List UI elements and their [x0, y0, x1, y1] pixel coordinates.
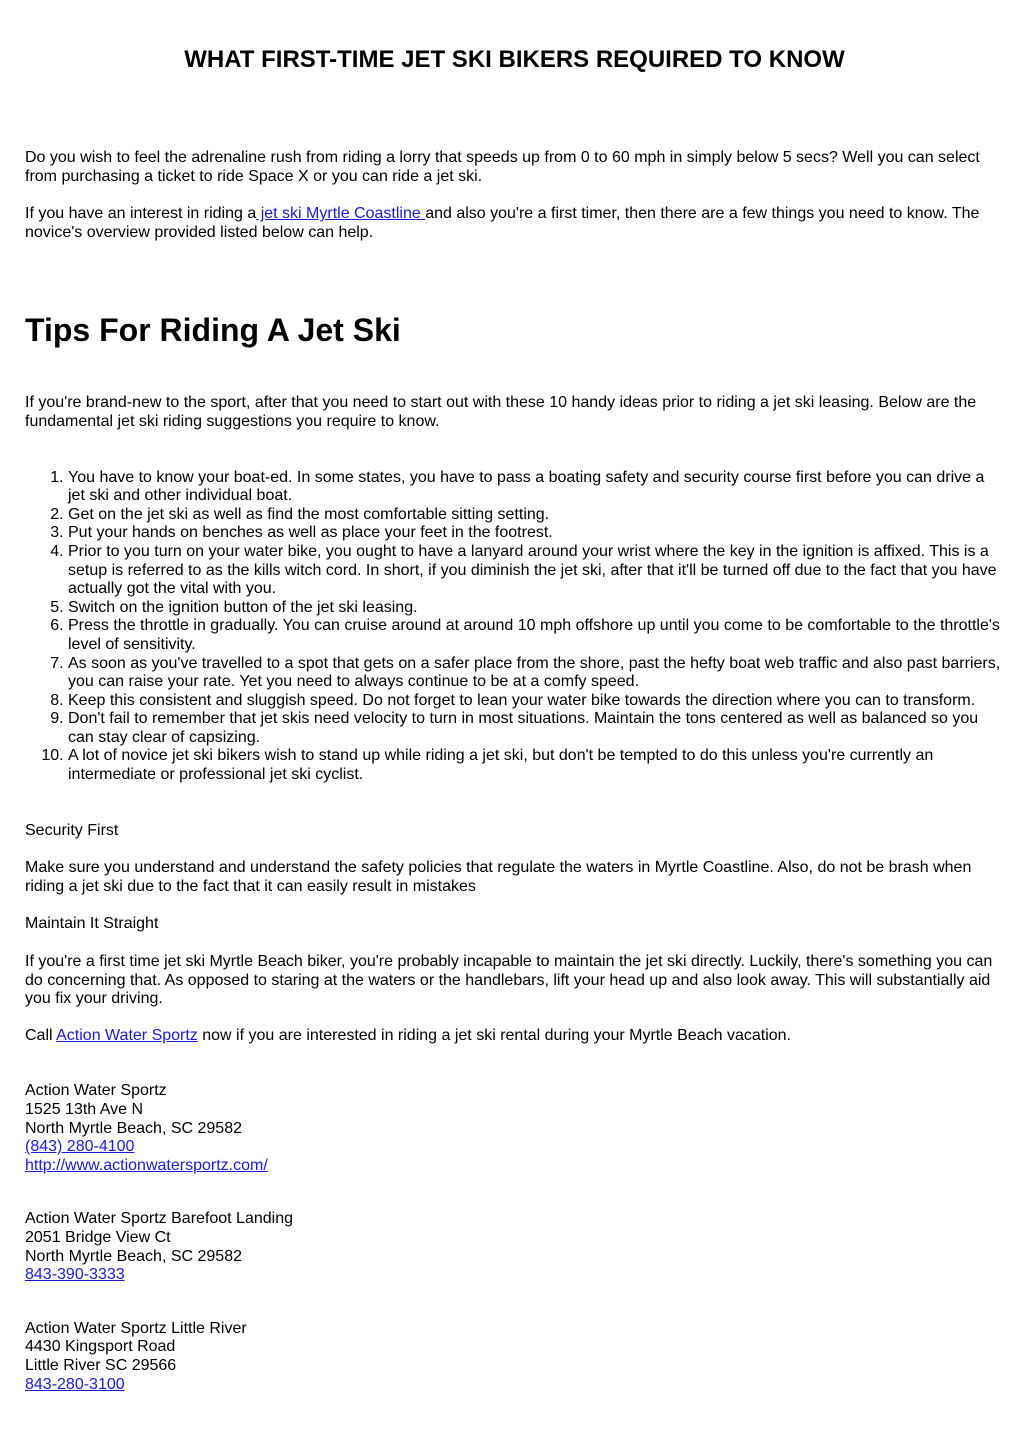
- jet-ski-myrtle-coastline-link[interactable]: jet ski Myrtle Coastline: [256, 205, 426, 223]
- action-water-sportz-link[interactable]: Action Water Sportz: [56, 1026, 198, 1044]
- tip-item-4: 4. Prior to you turn on your water bike, you ought to have a lanyard around your wrist where the key in the ignition is affixed. This is a setup is referred to as the kills witch cord. In short, if you diminish the jet ski, after that it'll be turned off due to the fact that you have actually got the vital with you.: [68, 543, 1004, 599]
- location-city: North Myrtle Beach, SC 29582: [25, 1247, 242, 1265]
- tip-item-9: 9. Don't fail to remember that jet skis need velocity to turn in most situations. Maintain the tons centered as well as balanced so you can stay clear of capsizing.: [68, 710, 1004, 747]
- security-first-heading: Security First: [25, 821, 119, 839]
- tip-item-7: 7. As soon as you've travelled to a spot that gets on a safer place from the shore, past the hefty boat web traffic and also past barriers, you can raise your rate. Yet you need to always continue to be at a comfy speed.: [68, 655, 1004, 692]
- tip-item-5: 5. Switch on the ignition button of the jet ski leasing.: [68, 599, 1004, 618]
- intro-paragraph-2-after: and also you're a first timer, then there are a few things you need to know. The novice's overview provided listed below can help.: [25, 205, 980, 241]
- document-title: WHAT FIRST-TIME JET SKI BIKERS REQUIRED TO KNOW: [184, 46, 845, 73]
- location-website-link[interactable]: http://www.actionwatersportz.com/: [25, 1156, 268, 1174]
- location-name: Action Water Sportz Little River: [25, 1319, 247, 1337]
- intro-paragraph-2: [25, 205, 1004, 242]
- location-block-main: [25, 1082, 1004, 1175]
- tip-item-1: 1. You have to know your boat-ed. In some states, you have to pass a boating safety and security course first before you can drive a jet ski and other individual boat.: [68, 469, 1004, 506]
- call-to-action-after: now if you are interested in riding a jet ski rental during your Myrtle Beach vacation.: [197, 1026, 791, 1044]
- tip-item-3: 3. Put your hands on benches as well as place your feet in the footrest.: [68, 524, 1004, 543]
- tip-item-2: 2. Get on the jet ski as well as find the most comfortable sitting setting.: [68, 506, 1004, 525]
- location-street: 4430 Kingsport Road: [25, 1338, 176, 1356]
- location-phone-link[interactable]: 843-390-3333: [25, 1266, 125, 1284]
- tip-item-6: 6. Press the throttle in gradually. You can cruise around at around 10 mph offshore up until you come to be comfortable to the throttle's level of sensitivity.: [68, 617, 1004, 654]
- location-phone-link[interactable]: 843-280-3100: [25, 1375, 125, 1393]
- security-first-paragraph: Make sure you understand and understand the safety policies that regulate the waters in Myrtle Coastline. Also, do not be brash when riding a jet ski due to the fact that it can easily result in mistakes: [25, 859, 972, 895]
- maintain-straight-paragraph: If you're a first time jet ski Myrtle Beach biker, you're probably incapable to maintain the jet ski directly. Luckily, there's something you can do concerning that. As opposed to staring at the waters or the handlebars, lift your head up and also look away. This will substantially aid you fix your driving.: [25, 953, 993, 1008]
- location-street: 2051 Bridge View Ct: [25, 1228, 171, 1246]
- location-city: North Myrtle Beach, SC 29582: [25, 1119, 242, 1137]
- location-block-barefoot-landing: [25, 1210, 1004, 1284]
- call-to-action-before: Call: [25, 1026, 57, 1044]
- location-city: Little River SC 29566: [25, 1356, 177, 1374]
- location-name: Action Water Sportz: [25, 1082, 167, 1100]
- intro-paragraph-2-before: If you have an interest in riding a: [25, 205, 257, 223]
- location-name: Action Water Sportz Barefoot Landing: [25, 1210, 293, 1228]
- intro-paragraph-1: Do you wish to feel the adrenaline rush from riding a lorry that speeds up from 0 to 60 mph in simply below 5 secs? Well you can select from purchasing a ticket to ride Space X or you can ride a jet ski.: [25, 149, 980, 185]
- tips-intro-paragraph: If you're brand-new to the sport, after that you need to start out with these 10 handy ideas prior to riding a jet ski leasing. Below are the fundamental jet ski riding suggestions you require to know.: [25, 394, 977, 430]
- tips-section-heading: Tips For Riding A Jet Ski: [25, 312, 401, 349]
- call-to-action-paragraph: [25, 1027, 1004, 1046]
- location-street: 1525 13th Ave N: [25, 1101, 144, 1118]
- location-block-little-river: [25, 1320, 1004, 1394]
- location-phone-link[interactable]: (843) 280-4100: [25, 1138, 135, 1156]
- maintain-straight-heading: Maintain It Straight: [25, 915, 159, 933]
- tips-list: [25, 469, 1004, 785]
- tip-item-10: 10. A lot of novice jet ski bikers wish to stand up while riding a jet ski, but don't be tempted to do this unless you're currently an intermediate or professional jet ski cyclist.: [68, 747, 1004, 784]
- tip-item-8: 8. Keep this consistent and sluggish speed. Do not forget to lean your water bike towards the direction where you can to transform.: [68, 692, 1004, 711]
